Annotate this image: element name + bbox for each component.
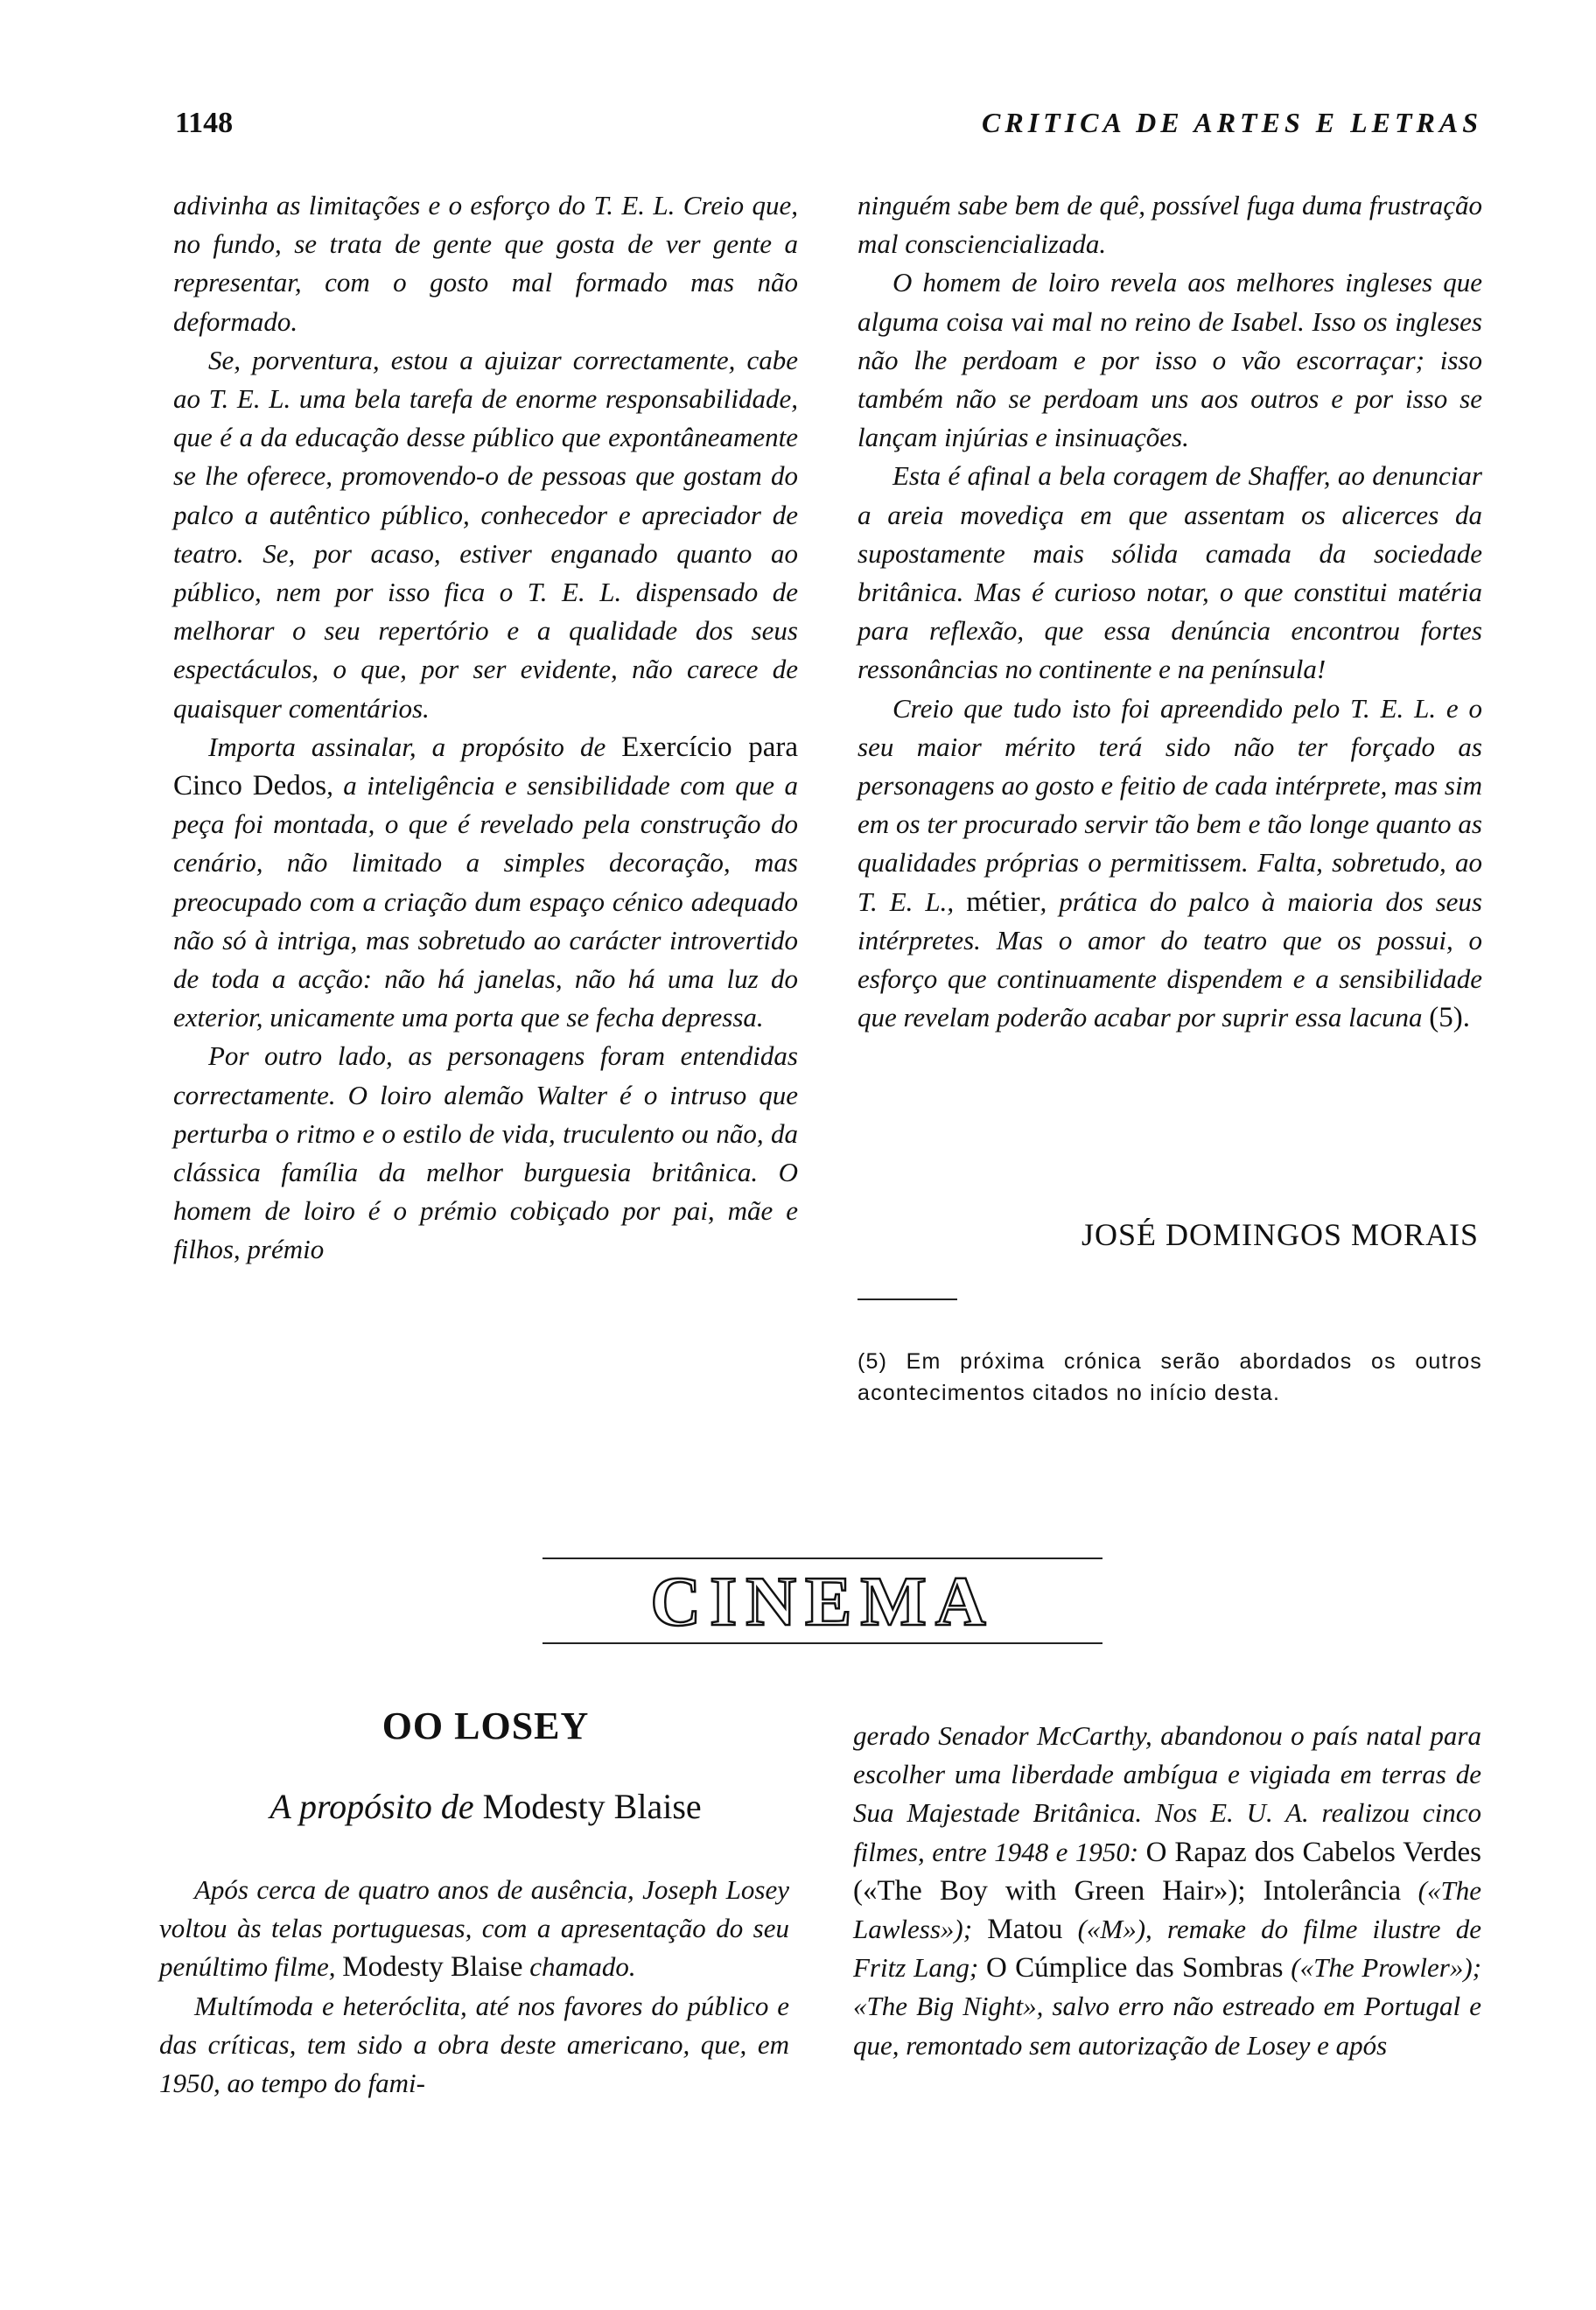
running-title: CRITICA DE ARTES E LETRAS — [982, 107, 1482, 138]
text-run: Após cerca de quatro anos de ausência, Joseph Losey voltou às telas portuguesas, com a apresentação do seu penúltimo filme, — [159, 1874, 789, 1983]
film-title: Intolerância — [1263, 1874, 1402, 1907]
paragraph — [159, 1871, 789, 1987]
footnote-reference: (5). — [1429, 1002, 1470, 1034]
text-run: («The Lawless»); — [853, 1874, 1481, 1945]
article-subtitle — [173, 1786, 798, 1827]
page-number: 1148 — [175, 107, 234, 139]
section-rule-top — [542, 1558, 1102, 1559]
text-run: métier — [966, 886, 1040, 918]
paragraph: Esta é afinal a bela coragem de Shaffer, ao denunciar a areia movediça em que assentam os alicerces da supostamente mais sólida camada da sociedade britânica. Mas é curioso notar, o que constitui matéria para reflexão, que essa denúncia encontrou fortes ressonâncias no continente e na península! — [858, 460, 1482, 685]
paragraph — [173, 728, 798, 1038]
paragraph: O homem de loiro revela aos melhores ingleses que alguma coisa vai mal no reino de Isabel. Isso os ingleses não lhe perdoam e por isso o vão escorraçar; isso também não se perdoam uns aos outros e por isso se lançam injúrias e insinuações. — [858, 267, 1482, 453]
article-right-column — [853, 1717, 1481, 2065]
text-run: («The Prowler»); «The Big Night», salvo erro não estreado em Portugal e que, remontado sem autorização de Losey e após — [853, 1952, 1481, 2061]
section-heading: CINEMA — [650, 1564, 995, 1641]
text-run: chamado. — [522, 1951, 636, 1983]
text-run: Importa assinalar, a propósito de — [208, 731, 622, 762]
section-rule-bottom — [542, 1642, 1102, 1644]
film-title: Matou — [987, 1914, 1063, 1946]
author-signature: JOSÉ DOMINGOS MORAIS — [1081, 1217, 1479, 1252]
text-run: A propósito de — [270, 1787, 483, 1826]
right-column — [858, 186, 1482, 1037]
article-title: OO LOSEY — [382, 1704, 590, 1747]
footnote-divider — [858, 1298, 957, 1300]
paragraph: Por outro lado, as personagens foram entendidas correctamente. O loiro alemão Walter é o intruso que perturba o ritmo e o estilo de vida, truculento ou não, da clássica família da melhor burguesia britânica. O homem de loiro é o prémio cobiçado por pai, mãe e filhos, prémio — [173, 1040, 798, 1265]
left-column — [173, 186, 798, 1270]
text-run: («M»), remake do filme ilustre de Fritz Lang; — [853, 1914, 1481, 1984]
paragraph: Multímoda e heteróclita, até nos favores do público e das críticas, tem sido a obra deste americano, que, em 1950, ao tempo do fami- — [159, 1990, 789, 2099]
text-run: , prática do palco à maioria dos seus intérpretes. Mas o amor do teatro que os possui, o esforço que continuamente dispendem e a sensibilidade que revelam poderão acabar por suprir essa lacuna — [858, 886, 1482, 1033]
text-run: gerado Senador McCarthy, abandonou o país natal para escolher uma liberdade ambígua e vigiada em terras de Sua Majestade Britânica. Nos E. U. A. realizou cinco filmes, entre 1948 e 1950: — [853, 1720, 1481, 1867]
film-title: Modesty Blaise — [482, 1787, 702, 1826]
film-title: Modesty Blaise — [342, 1951, 523, 1984]
paragraph — [858, 690, 1482, 1038]
paragraph: adivinha as limitações e o esforço do T. E. L. Creio que, no fundo, se trata de gente que gosta de ver gente a representar, com o gosto mal formado mas não deformado. — [173, 190, 798, 337]
paragraph: Se, porventura, estou a ajuizar correctamente, cabe ao T. E. L. uma bela tarefa de enorme responsabilidade, que é a da educação desse público que expontâneamente se lhe oferece, promovendo-o de pessoas que gostam do palco a autêntico público, conhecedor e apreciador de teatro. Se, por acaso, estiver enganado quanto ao público, nem por isso fica o T. E. L. dispensado de melhorar o seu repertório e a qualidade dos seus espectáculos, o que, por ser evidente, não carece de quaisquer comentários. — [173, 344, 798, 724]
play-title: Exercício para Cinco Dedos — [173, 731, 798, 802]
footnote: (5) Em próxima crónica serão abordados os outros acontecimentos citados no início desta. — [858, 1349, 1482, 1405]
text-run: Creio que tudo isto foi apreendido pelo T. E. L. e o seu maior mérito terá sido não ter forçado as personagens ao gosto e feitio de cada intérprete, mas sim em os ter procurado servir tão bem e tão longe quanto as qualidades próprias o permitissem. Falta, sobretudo, ao T. E. L., — [858, 692, 1482, 917]
article-left-column — [159, 1871, 789, 2103]
film-title: O Rapaz dos Cabelos Verdes («The Boy with Green Hair») — [853, 1836, 1481, 1907]
text-run: , a inteligência e sensibilidade com que a peça foi montada, o que é revelado pela construção do cenário, não limitado a simples decoração, mas preocupado com a criação dum espaço cénico adequado não só à intriga, mas sobretudo ao carácter introvertido de toda a acção: não há janelas, não há uma luz do exterior, unicamente uma porta que se fecha depressa. — [173, 770, 798, 1033]
text-run: ; — [1237, 1874, 1264, 1907]
paragraph: ninguém sabe bem de quê, possível fuga duma frustração mal consciencializada. — [858, 190, 1482, 260]
paragraph — [853, 1717, 1481, 2065]
film-title: O Cúmplice das Sombras — [985, 1952, 1284, 1984]
